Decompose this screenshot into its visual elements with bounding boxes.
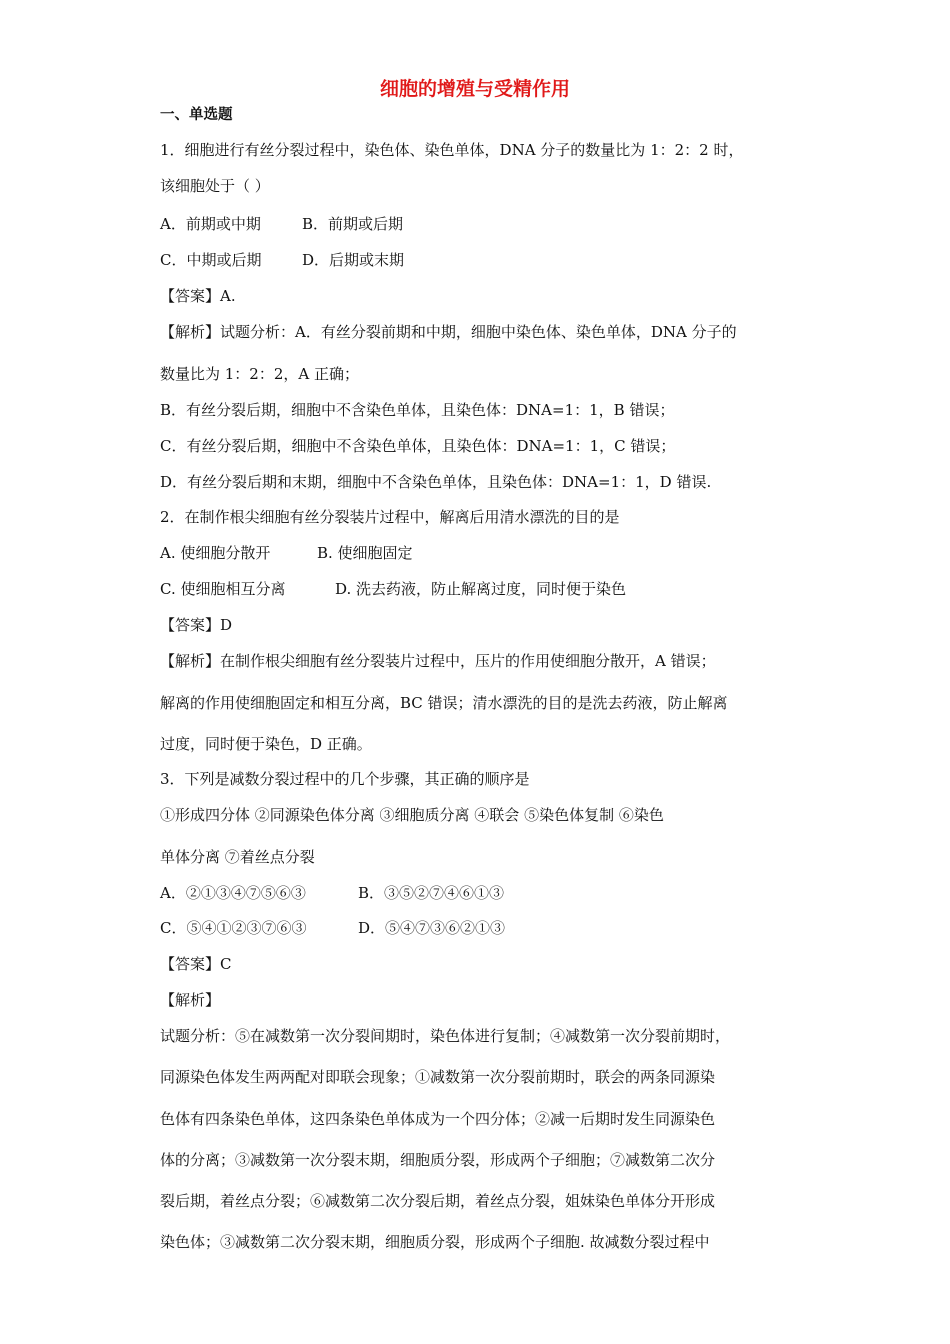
q3-option-b: B．③⑤②⑦④⑥①③ <box>358 884 505 902</box>
q1-explanation-line-1: 【解析】试题分析：A．有丝分裂前期和中期，细胞中染色体、染色单体，DNA 分子的 <box>160 323 737 341</box>
section-heading: 一、单选题 <box>160 107 233 123</box>
q3-explanation-heading: 【解析】 <box>160 991 221 1009</box>
q2-explanation-line-3: 过度，同时便于染色，D 正确。 <box>160 735 372 753</box>
q3-explanation-line-2: 同源染色体发生两两配对即联会现象；①减数第一次分裂前期时，联会的两条同源染 <box>160 1068 716 1086</box>
q3-explanation-line-6: 染色体；③减数第二次分裂末期，细胞质分裂，形成两个子细胞. 故减数分裂过程中 <box>160 1233 710 1251</box>
document-title: 细胞的增殖与受精作用 <box>379 78 570 100</box>
q2-option-c: C. 使细胞相互分离 <box>160 580 286 598</box>
q1-explanation-line-3: B．有丝分裂后期，细胞中不含染色单体，且染色体：DNA=1：1，B 错误； <box>160 401 675 419</box>
q3-explanation-line-3: 色体有四条染色单体，这四条染色单体成为一个四分体；②减一后期时发生同源染色 <box>160 1110 716 1128</box>
q2-explanation-line-2: 解离的作用使细胞固定和相互分离，BC 错误；清水漂洗的目的是洗去药液，防止解离 <box>160 694 728 712</box>
q1-stem-line-2: 该细胞处于（ ） <box>160 177 270 195</box>
q1-explanation-line-4: C．有丝分裂后期，细胞中不含染色单体，且染色体：DNA=1：1，C 错误； <box>160 437 676 455</box>
q1-option-b: B．前期或后期 <box>302 215 404 233</box>
q2-option-d: D. 洗去药液，防止解离过度，同时便于染色 <box>335 580 627 598</box>
q3-explanation-line-4: 体的分离；③减数第一次分裂末期，细胞质分裂，形成两个子细胞；⑦减数第二次分 <box>160 1151 716 1169</box>
q2-option-a: A. 使细胞分散开 <box>160 544 271 562</box>
q3-stem: 3．下列是减数分裂过程中的几个步骤，其正确的顺序是 <box>160 770 530 788</box>
q3-steps-line-1: ①形成四分体 ②同源染色体分离 ③细胞质分离 ④联会 ⑤染色体复制 ⑥染色 <box>160 806 664 824</box>
q3-explanation-line-5: 裂后期，着丝点分裂；⑥减数第二次分裂后期，着丝点分裂，姐妹染色单体分开形成 <box>160 1192 716 1210</box>
q2-option-b: B. 使细胞固定 <box>317 544 413 562</box>
q1-stem-line-1: 1．细胞进行有丝分裂过程中，染色体、染色单体，DNA 分子的数量比为 1：2：2 时， <box>160 141 744 159</box>
q2-explanation-line-1: 【解析】在制作根尖细胞有丝分裂装片过程中，压片的作用使细胞分散开，A 错误； <box>160 652 716 670</box>
q1-option-a: A．前期或中期 <box>160 215 261 233</box>
q3-answer: 【答案】C <box>160 955 232 973</box>
q1-option-c: C．中期或后期 <box>160 251 262 269</box>
q2-answer: 【答案】D <box>160 616 233 634</box>
q3-option-d: D．⑤④⑦③⑥②①③ <box>358 919 506 937</box>
q1-explanation-line-2: 数量比为 1：2：2，A 正确； <box>160 365 360 383</box>
q3-steps-line-2: 单体分离 ⑦着丝点分裂 <box>160 848 315 866</box>
q1-option-d: D．后期或末期 <box>302 251 405 269</box>
q3-explanation-line-1: 试题分析：⑤在减数第一次分裂间期时，染色体进行复制；④减数第一次分裂前期时， <box>160 1027 731 1045</box>
q3-option-c: C．⑤④①②③⑦⑥③ <box>160 919 307 937</box>
q1-explanation-line-5: D．有丝分裂后期和末期，细胞中不含染色单体，且染色体：DNA=1：1，D 错误. <box>160 473 712 491</box>
q3-option-a: A．②①③④⑦⑤⑥③ <box>160 884 306 902</box>
q1-answer: 【答案】A. <box>160 287 236 305</box>
q2-stem: 2．在制作根尖细胞有丝分裂装片过程中，解离后用清水漂洗的目的是 <box>160 508 620 526</box>
